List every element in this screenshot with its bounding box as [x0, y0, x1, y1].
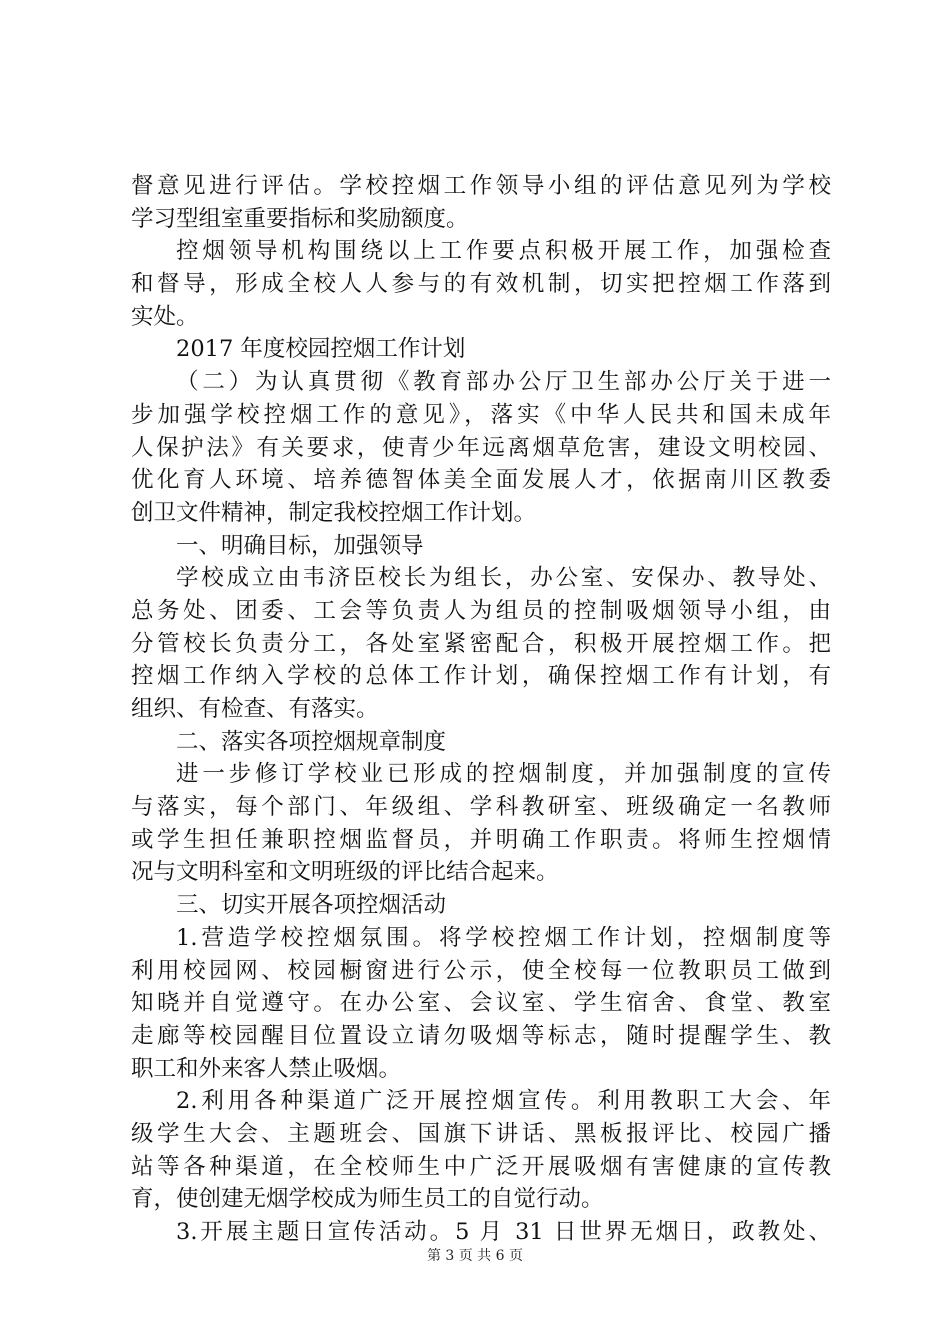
text-line: 创卫文件精神，制定我校控烟工作计划。 [131, 499, 537, 526]
text-line: 一、明确目标，加强领导 [176, 532, 424, 559]
text-line: 总务处、团委、工会等负责人为组员的控制吸烟领导小组，由 [131, 597, 831, 624]
text-line: 学校成立由韦济臣校长为组长，办公室、安保办、教导处、 [176, 565, 831, 592]
text-line: 进一步修订学校业已形成的控烟制度，并加强制度的宣传 [176, 761, 831, 788]
text-line: 知晓并自觉遵守。在办公室、会议室、学生宿舍、食堂、教室 [131, 990, 831, 1017]
text-line: 或学生担任兼职控烟监督员，并明确工作职责。将师生控烟情 [131, 826, 831, 853]
text-line: 控烟领导机构围绕以上工作要点积极开展工作，加强检查 [176, 238, 831, 265]
text-line: 2017 年度校园控烟工作计划 [176, 336, 466, 363]
text-line: 职工和外来客人禁止吸烟。 [131, 1055, 402, 1082]
text-line: 站等各种渠道，在全校师生中广泛开展吸烟有害健康的宣传教 [131, 1153, 831, 1180]
text-line: 组织、有检查、有落实。 [131, 696, 379, 722]
text-line: 督意见进行评估。学校控烟工作领导小组的评估意见列为学校 [131, 173, 831, 199]
text-line: 分管校长负责分工，各处室紧密配合，积极开展控烟工作。把 [131, 630, 831, 657]
text-line: 2.利用各种渠道广泛开展控烟宣传。利用教职工大会、年 [176, 1088, 831, 1115]
text-line: 与落实，每个部门、年级组、学科教研室、班级确定一名教师 [131, 794, 831, 821]
document-body [131, 170, 831, 1249]
text-line: 实处。 [131, 303, 199, 330]
text-line: （二）为认真贯彻《教育部办公厅卫生部办公厅关于进一 [176, 369, 831, 396]
text-line: 学习型组室重要指标和奖励额度。 [131, 205, 469, 232]
text-line: 优化育人环境、培养德智体美全面发展人才，依据南川区教委 [131, 467, 831, 494]
text-line: 走廊等校园醒目位置设立请勿吸烟等标志，随时提醒学生、教 [131, 1022, 831, 1049]
text-line: 利用校园网、校园橱窗进行公示，使全校每一位教职员工做到 [131, 957, 831, 984]
text-line: 1.营造学校控烟氛围。将学校控烟工作计划，控烟制度等 [176, 924, 831, 951]
text-line: 3.开展主题日宣传活动。5 月 31 日世界无烟日，政教处、 [176, 1219, 831, 1245]
text-line: 三、切实开展各项控烟活动 [176, 892, 447, 919]
text-line: 步加强学校控烟工作的意见》，落实《中华人民共和国未成年 [131, 401, 831, 428]
page-footer: 第 3 页 共 6 页 [426, 1248, 524, 1264]
text-line: 和督导，形成全校人人参与的有效机制，切实把控烟工作落到 [131, 271, 831, 298]
text-line: 控烟工作纳入学校的总体工作计划，确保控烟工作有计划，有 [131, 663, 831, 690]
text-line: 级学生大会、主题班会、国旗下讲话、黑板报评比、校园广播 [131, 1120, 831, 1147]
text-line: 况与文明科室和文明班级的评比结合起来。 [131, 859, 559, 886]
text-line: 二、落实各项控烟规章制度 [176, 728, 447, 755]
text-line: 人保护法》有关要求，使青少年远离烟草危害，建设文明校园、 [131, 434, 831, 461]
text-line: 育，使创建无烟学校成为师生员工的自觉行动。 [131, 1186, 604, 1213]
